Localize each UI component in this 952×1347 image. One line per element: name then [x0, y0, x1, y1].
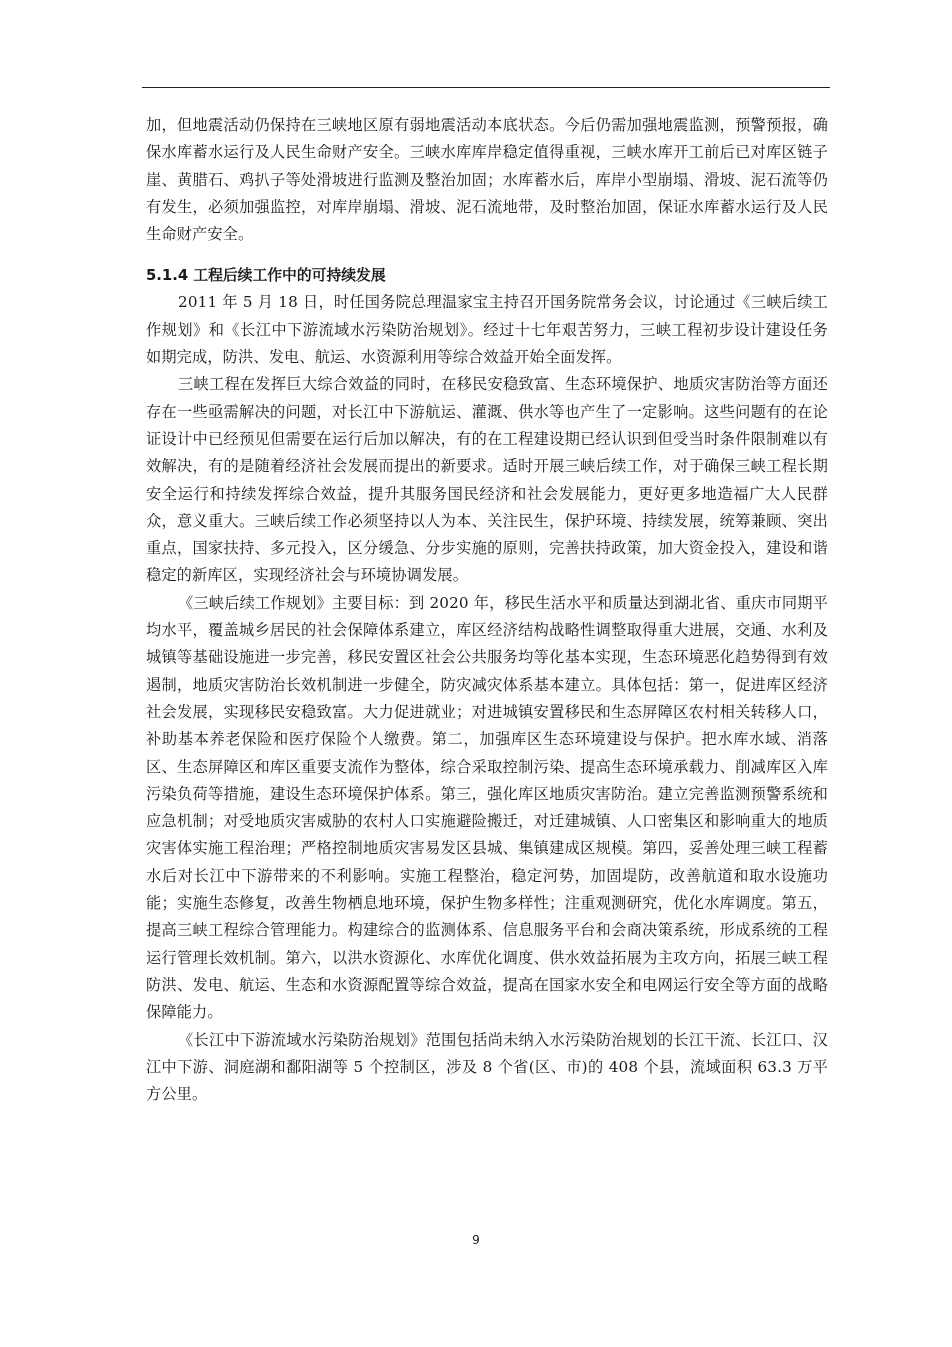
page-body [146, 112, 828, 1108]
paragraph-3: 《三峡后续工作规划》主要目标：到 2020 年，移民生活水平和质量达到湖北省、重庆市同期平均水平，覆盖城乡居民的社会保障体系建立，库区经济结构战略性调整取得重大进展，交通、水利及城镇等基础设施进一步完善，移民安置区社会公共服务均等化基本实现，生态环境恶化趋势得到有效遏制，地质灾害防治长效机制进一步健全，防灾减灾体系基本建立。具体包括：第一，促进库区经济社会发展，实现移民安稳致富。大力促进就业；对进城镇安置移民和生态屏障区农村相关转移人口，补助基本养老保险和医疗保险个人缴费。第二，加强库区生态环境建设与保护。把水库水域、消落区、生态屏障区和库区重要支流作为整体，综合采取控制污染、提高生态环境承载力、削减库区入库污染负荷等措施，建设生态环境保护体系。第三，强化库区地质灾害防治。建立完善监测预警系统和应急机制；对受地质灾害威胁的农村人口实施避险搬迁，对迁建城镇、人口密集区和影响重大的地质灾害体实施工程治理；严格控制地质灾害易发区县城、集镇建成区规模。第四，妥善处理三峡工程蓄水后对长江中下游带来的不利影响。实施工程整治，稳定河势，加固堤防，改善航道和取水设施功能；实施生态修复，改善生物栖息地环境，保护生物多样性；注重观测研究，优化水库调度。第五，提高三峡工程综合管理能力。构建综合的监测体系、信息服务平台和会商决策系统，形成系统的工程运行管理长效机制。第六，以洪水资源化、水库优化调度、供水效益拓展为主攻方向，拓展三峡工程防洪、发电、航运、生态和水资源配置等综合效益，提高在国家水安全和电网运行安全等方面的战略保障能力。 [146, 593, 828, 1022]
header-rule [142, 87, 830, 88]
page-number: 9 [472, 1233, 480, 1247]
paragraph-continuation: 加，但地震活动仍保持在三峡地区原有弱地震活动本底状态。今后仍需加强地震监测，预警预报，确保水库蓄水运行及人民生命财产安全。三峡水库库岸稳定值得重视，三峡水库开工前后已对库区链子崖、黄腊石、鸡扒子等处滑坡进行监测及整治加固；水库蓄水后，库岸小型崩塌、滑坡、泥石流等仍有发生，必须加强监控，对库岸崩塌、滑坡、泥石流地带，及时整治加固，保证水库蓄水运行及人民生命财产安全。 [146, 116, 828, 244]
section-heading: 5.1.4 工程后续工作中的可持续发展 [146, 267, 386, 285]
paragraph-1: 2011 年 5 月 18 日，时任国务院总理温家宝主持召开国务院常务会议，讨论通过《三峡后续工作规划》和《长江中下游流域水污染防治规划》。经过十七年艰苦努力，三峡工程初步设计建设任务如期完成，防洪、发电、航运、水资源利用等综合效益开始全面发挥。 [146, 293, 828, 367]
paragraph-2: 三峡工程在发挥巨大综合效益的同时，在移民安稳致富、生态环境保护、地质灾害防治等方面还存在一些亟需解决的问题，对长江中下游航运、灌溉、供水等也产生了一定影响。这些问题有的在论证设计中已经预见但需要在运行后加以解决，有的在工程建设期已经认识到但受当时条件限制难以有效解决，有的是随着经济社会发展而提出的新要求。适时开展三峡后续工作，对于确保三峡工程长期安全运行和持续发挥综合效益，提升其服务国民经济和社会发展能力，更好更多地造福广大人民群众，意义重大。三峡后续工作必须坚持以人为本、关注民生，保护环境、持续发展，统筹兼顾、突出重点，国家扶持、多元投入，区分缓急、分步实施的原则，完善扶持政策，加大资金投入，建设和谐稳定的新库区，实现经济社会与环境协调发展。 [146, 375, 828, 585]
paragraph-4: 《长江中下游流域水污染防治规划》范围包括尚未纳入水污染防治规划的长江干流、长江口、汉江中下游、洞庭湖和鄱阳湖等 5 个控制区，涉及 8 个省(区、市)的 408 个县，流域面积 63.3 万平方公里。 [146, 1030, 828, 1104]
